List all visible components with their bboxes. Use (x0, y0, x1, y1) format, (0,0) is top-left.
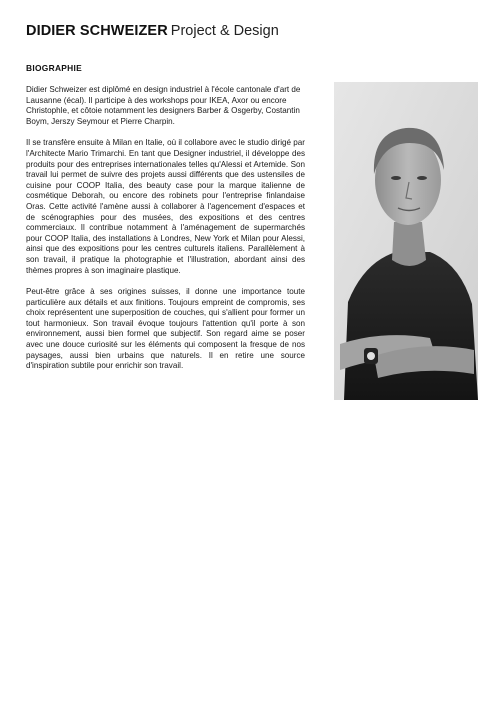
header-subtitle: Project & Design (170, 23, 279, 39)
portrait-photo (334, 82, 478, 400)
bio-paragraph-2: Il se transfère ensuite à Milan en Italie, où il collabore avec le studio dirigé par l'Architecte Mario Trimarchi. En tant que Designer industriel, il développe des produits pour des entreprises internationales telles qu'Alessi et Artemide. Son travail lui permet de suivre des projets aussi différents que des ustensiles de cuisine pour COOP Italia, des beauty case pour la marque italienne de cosmétique Deborah, ou encore des robinets pour l'entreprise finlandaise Oras. Cette activité l'amène aussi à collaborer à l'agencement d'espaces et de scénographies pour des musées, des expositions et des centres commerciaux. Il contribue notamment à l'aménagement de supermarchés pour COOP Italia, des installations à Londres, New York et Milan pour Alessi, ainsi que des expositions pour les centres culturels italiens. Parallèlement à son travail, il pratique la photographie et l'illustration, abordant ainsi des thèmes propres à son imaginaire plastique. (26, 138, 305, 275)
page-header (26, 22, 279, 40)
portrait-illustration (334, 82, 478, 400)
section-title: BIOGRAPHIE (26, 63, 83, 73)
designer-name: DIDIER SCHWEIZER (26, 23, 168, 39)
biography-text (26, 85, 305, 383)
bio-paragraph-1: Didier Schweizer est diplômé en design industriel à l'école cantonale d'art de Lausanne (écal). Il participe à des workshops pour IKEA, Axor ou encore Christophle, et côtoie notamment les designers Barber & Osgerby, Costantin Boym, Jerszy Seymour et Pierre Charpin. (26, 85, 301, 126)
bio-paragraph-3: Peut-être grâce à ses origines suisses, il donne une importance toute particulière aux détails et aux finitions. Toujours empreint de compromis, ses choix représentent une superposition de couches, qui s'allient pour former un tout harmonieux. Son travail évoque toujours l'attention qu'il porte à son environnement, aussi bien formel que subjectif. Son regard aime se poser avec une douce curiosité sur les éléments qui composent la fresque de nos paysages, aussi bien urbains que naturels. Il en retire une source d'inspiration subtile pour enrichir son travail. (26, 287, 305, 371)
